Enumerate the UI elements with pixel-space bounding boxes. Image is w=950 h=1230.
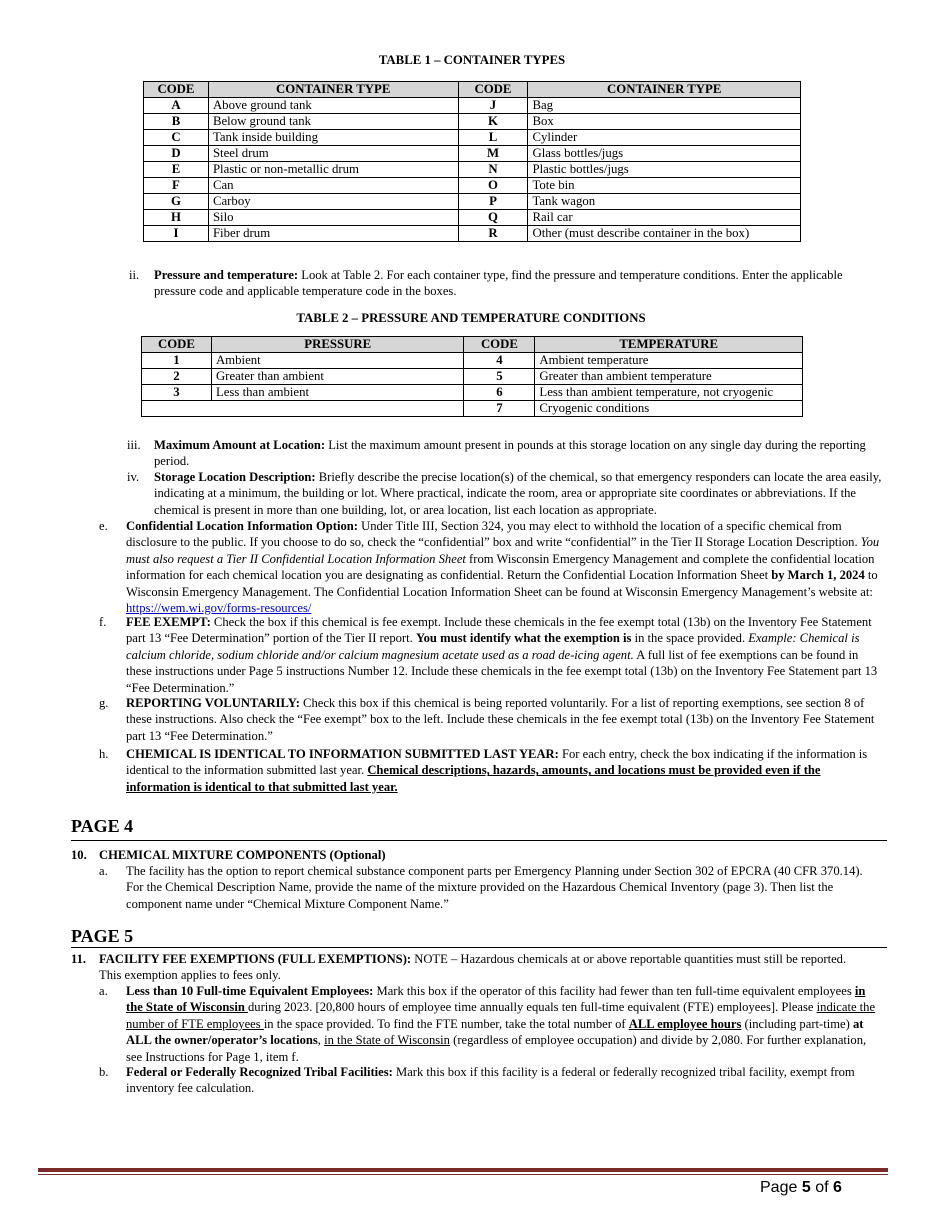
footer-rule-thin bbox=[38, 1174, 888, 1175]
table-row bbox=[144, 98, 801, 114]
item-iv-lead: Storage Location Description: bbox=[154, 470, 316, 484]
code-cell: 5 bbox=[464, 369, 535, 385]
pressure-temperature-table bbox=[141, 336, 803, 417]
col-header: CODE bbox=[464, 337, 535, 353]
item-e-marker: e. bbox=[99, 519, 108, 533]
type-cell: Cylinder bbox=[528, 130, 801, 146]
type-cell: Tank inside building bbox=[208, 130, 458, 146]
col-header: CONTAINER TYPE bbox=[208, 82, 458, 98]
item-h-text bbox=[126, 746, 876, 795]
table-row bbox=[144, 114, 801, 130]
table1-title: TABLE 1 – CONTAINER TYPES bbox=[378, 53, 566, 67]
table-header-row bbox=[144, 82, 801, 98]
code-cell: E bbox=[144, 162, 209, 178]
item-iii-body: List the maximum amount present in pounds at this storage location on any single day during the reporting period. bbox=[154, 438, 866, 469]
item-f-example: Example: Chemical is calcium chloride, sodium chloride and/or calcium magnesium acetate used as a road de-icing agent. bbox=[126, 631, 860, 662]
section11-text bbox=[99, 951, 869, 984]
table2-title: TABLE 2 – PRESSURE AND TEMPERATURE CONDITIONS bbox=[296, 311, 646, 325]
col-header: PRESSURE bbox=[211, 337, 464, 353]
type-cell: Can bbox=[208, 178, 458, 194]
section10-title bbox=[99, 847, 386, 863]
temperature-cell: Greater than ambient temperature bbox=[535, 369, 803, 385]
item-e-italic: You must also request a Tier II Confidential Location Information Sheet bbox=[126, 535, 880, 566]
code-cell: N bbox=[458, 162, 528, 178]
section10-title-text: CHEMICAL MIXTURE COMPONENTS (Optional) bbox=[99, 848, 386, 862]
type-cell: Steel drum bbox=[208, 146, 458, 162]
s11a-bu1: in the State of Wisconsin bbox=[126, 984, 866, 1015]
section11-a-text bbox=[126, 983, 876, 1065]
pressure-cell: Greater than ambient bbox=[211, 369, 464, 385]
temperature-cell: Ambient temperature bbox=[535, 353, 803, 369]
table-row bbox=[144, 178, 801, 194]
item-h-marker: h. bbox=[99, 747, 109, 761]
pressure-cell: Ambient bbox=[211, 353, 464, 369]
type-cell: Bag bbox=[528, 98, 801, 114]
type-cell: Glass bottles/jugs bbox=[528, 146, 801, 162]
code-cell: D bbox=[144, 146, 209, 162]
code-cell: 2 bbox=[142, 369, 212, 385]
item-f-body-3: A full list of fee exemptions can be found in these instructions under Page 5 instructions Number 12. Include these chemicals in the fee exempt total (13b) on the Inventory Fee Statement part 13 “Fee Determination.” bbox=[126, 647, 878, 695]
s11a-t4: (including part-time) bbox=[741, 1016, 853, 1031]
item-f-bold: You must identify what the exemption is bbox=[415, 631, 632, 646]
section10-a-text: The facility has the option to report chemical substance component parts per Emergency Planning under Section 302 of EPCRA (40 CFR 370.14). For the Chemical Description Name, provide the name of the mixture provided on the Hazardous Chemical Inventory (page 3). Then list the component name under “Chemical Mixture Component Name.” bbox=[126, 864, 863, 911]
empty-cell bbox=[142, 401, 464, 417]
type-cell: Silo bbox=[208, 210, 458, 226]
table-row bbox=[144, 130, 801, 146]
section10-num-text: 10. bbox=[71, 848, 87, 862]
col-header: CONTAINER TYPE bbox=[528, 82, 801, 98]
item-f-body-1: Check the box if this chemical is fee exempt. Include these chemicals in the fee exempt total (13b) on the Inventory Fee Statement part 13 “Fee Determination” portion of the Tier II report. bbox=[126, 615, 872, 646]
table-row bbox=[144, 210, 801, 226]
type-cell: Tote bin bbox=[528, 178, 801, 194]
s11a-bu2: ALL employee hours bbox=[628, 1016, 742, 1031]
table-row bbox=[144, 226, 801, 242]
item-ii-marker: ii. bbox=[129, 268, 140, 282]
temperature-cell: Cryogenic conditions bbox=[535, 401, 803, 417]
item-iii-lead: Maximum Amount at Location: bbox=[154, 438, 326, 452]
code-cell: R bbox=[458, 226, 528, 242]
item-iv-marker: iv. bbox=[127, 470, 140, 484]
item-ii-text bbox=[154, 267, 884, 300]
code-cell: J bbox=[458, 98, 528, 114]
page5-divider bbox=[71, 947, 887, 948]
s11a-u2: in the State of Wisconsin bbox=[324, 1033, 450, 1048]
section11-number bbox=[71, 951, 86, 967]
s11a-t2: during 2023. [20,800 hours of employee time annually equals ten full-time equivalent (FTE) employees]. Please bbox=[247, 1000, 817, 1015]
s11a-t3: in the space provided. To find the FTE number, take the total number of bbox=[263, 1016, 629, 1031]
col-header: TEMPERATURE bbox=[535, 337, 803, 353]
section11-b-text bbox=[126, 1064, 876, 1097]
code-cell: 6 bbox=[464, 385, 535, 401]
item-e-lead: Confidential Location Information Option: bbox=[126, 519, 358, 533]
page-word: Page bbox=[760, 1179, 798, 1196]
temperature-cell: Less than ambient temperature, not cryogenic bbox=[535, 385, 803, 401]
item-iv-text bbox=[154, 469, 890, 518]
table-row bbox=[144, 194, 801, 210]
col-header: CODE bbox=[142, 337, 212, 353]
section11-num-text: 11. bbox=[71, 952, 87, 966]
type-cell: Plastic or non-metallic drum bbox=[208, 162, 458, 178]
section10-number bbox=[71, 847, 87, 863]
col-header: CODE bbox=[458, 82, 528, 98]
page4-heading: PAGE 4 bbox=[71, 816, 134, 836]
code-cell: 4 bbox=[464, 353, 535, 369]
item-g-text bbox=[126, 695, 878, 744]
code-cell: C bbox=[144, 130, 209, 146]
of-word: of bbox=[815, 1179, 829, 1196]
item-f-lead: FEE EXEMPT: bbox=[126, 615, 211, 629]
code-cell: H bbox=[144, 210, 209, 226]
type-cell: Box bbox=[528, 114, 801, 130]
section11-b-body: Mark this box if this facility is a federal or federally recognized tribal facility, exempt from inventory fee calculation. bbox=[126, 1065, 855, 1096]
type-cell: Plastic bottles/jugs bbox=[528, 162, 801, 178]
s11a-t6: (regardless of employee occupation) and divide by 2,080. For further explanation, see Instructions for Page 1, item f. bbox=[126, 1033, 867, 1064]
section10-a-marker: a. bbox=[99, 864, 108, 878]
type-cell: Tank wagon bbox=[528, 194, 801, 210]
type-cell: Below ground tank bbox=[208, 114, 458, 130]
type-cell: Other (must describe container in the box) bbox=[528, 226, 801, 242]
section11-b-lead: Federal or Federally Recognized Tribal Facilities: bbox=[126, 1065, 393, 1079]
type-cell: Rail car bbox=[528, 210, 801, 226]
code-cell: L bbox=[458, 130, 528, 146]
item-f-marker: f. bbox=[99, 615, 107, 629]
col-header: CODE bbox=[144, 82, 209, 98]
item-e-body-2: from Wisconsin Emergency Management and complete the confidential location information for each chemical location you are designating as confidential. Return the Confidential Location Information Sheet bbox=[126, 551, 875, 583]
code-cell: 7 bbox=[464, 401, 535, 417]
code-cell: G bbox=[144, 194, 209, 210]
code-cell: 1 bbox=[142, 353, 212, 369]
page-number bbox=[760, 1178, 842, 1198]
s11a-t1: Mark this box if the operator of this facility had fewer than ten full-time equivalent employees bbox=[373, 984, 855, 998]
total-pages: 6 bbox=[832, 1179, 842, 1196]
item-g-lead: REPORTING VOLUNTARILY: bbox=[126, 696, 300, 710]
code-cell: A bbox=[144, 98, 209, 114]
pressure-cell: Less than ambient bbox=[211, 385, 464, 401]
item-iii-text bbox=[154, 437, 888, 470]
table-row bbox=[142, 353, 803, 369]
item-g-marker: g. bbox=[99, 696, 109, 710]
code-cell: 3 bbox=[142, 385, 212, 401]
item-g-body: Check this box if this chemical is being reported voluntarily. For a list of reporting exemptions, see section 8 of these instructions. Also check the “Fee exempt” box to the left. Include these chemicals in the fee exempt total (13b) on the Inventory Fee Statement part 13 “Fee Determination.” bbox=[126, 696, 875, 743]
page4-divider bbox=[71, 840, 887, 841]
current-page: 5 bbox=[801, 1179, 811, 1196]
code-cell: B bbox=[144, 114, 209, 130]
type-cell: Fiber drum bbox=[208, 226, 458, 242]
item-e-deadline: by March 1, 2024 bbox=[771, 568, 865, 583]
item-ii-lead: Pressure and temperature: bbox=[154, 268, 299, 282]
table-row bbox=[142, 385, 803, 401]
item-iv-body: Briefly describe the precise location(s) of the chemical, so that emergency responders can locate the area easily, indicating at a minimum, the building or lot. Where practical, indicate the room, area or appropriate site coordinates or abbreviations. If the chemical is present in more than one building, lot, or area location, list each location as appropriate. bbox=[154, 470, 882, 517]
item-ii-body: Look at Table 2. For each container type, find the pressure and temperature conditions. Enter the applicable pressure code and applicable temperature code in the boxes. bbox=[154, 268, 843, 299]
section11-a-lead: Less than 10 Full-time Equivalent Employees: bbox=[126, 984, 374, 998]
footer-rule-thick bbox=[38, 1168, 888, 1172]
item-h-emphasis: Chemical descriptions, hazards, amounts, and locations must be provided even if the information is identical to that submitted last year. bbox=[126, 763, 821, 794]
table-row bbox=[142, 401, 803, 417]
item-f-body-2: in the space provided. bbox=[631, 631, 749, 646]
code-cell: Q bbox=[458, 210, 528, 226]
section11-title: FACILITY FEE EXEMPTIONS (FULL EXEMPTIONS): bbox=[99, 952, 412, 966]
item-h-lead: CHEMICAL IS IDENTICAL TO INFORMATION SUBMITTED LAST YEAR: bbox=[126, 747, 559, 761]
code-cell: K bbox=[458, 114, 528, 130]
code-cell: P bbox=[458, 194, 528, 210]
table-row bbox=[142, 369, 803, 385]
item-iii-marker: iii. bbox=[127, 438, 141, 452]
type-cell: Above ground tank bbox=[208, 98, 458, 114]
code-cell: I bbox=[144, 226, 209, 242]
item-e-body-1: Under Title III, Section 324, you may elect to withhold the location of a specific chemical from disclosure to the public. If you choose to do so, check the “confidential” box and write “confidential” in the Tier II Storage Location Description. bbox=[126, 519, 861, 550]
s11a-b1: at ALL the owner/operator’s locations bbox=[126, 1016, 864, 1048]
table-row bbox=[144, 162, 801, 178]
page5-heading: PAGE 5 bbox=[71, 926, 134, 946]
container-types-table bbox=[143, 81, 801, 242]
wem-forms-link[interactable]: https://wem.wi.gov/forms-resources/ bbox=[126, 601, 312, 616]
section11-note: NOTE – Hazardous chemicals at or above reportable quantities must still be reported. This exemption applies to fees only. bbox=[99, 952, 847, 983]
item-e-text bbox=[126, 518, 882, 616]
s11a-u1: indicate the number of FTE employees bbox=[126, 1000, 876, 1031]
section11-b-marker: b. bbox=[99, 1065, 109, 1079]
code-cell: O bbox=[458, 178, 528, 194]
table-row bbox=[144, 146, 801, 162]
item-f-text bbox=[126, 614, 884, 696]
type-cell: Carboy bbox=[208, 194, 458, 210]
item-h-body: For each entry, check the box indicating if the information is identical to the information submitted last year. bbox=[126, 747, 868, 778]
code-cell: F bbox=[144, 178, 209, 194]
code-cell: M bbox=[458, 146, 528, 162]
item-e-body-3: to Wisconsin Emergency Management. The Confidential Location Information Sheet can be found at Wisconsin Emergency Management’s website at: bbox=[126, 568, 878, 599]
table-header-row bbox=[142, 337, 803, 353]
section11-a-marker: a. bbox=[99, 984, 108, 998]
s11a-t5: , bbox=[317, 1033, 325, 1048]
